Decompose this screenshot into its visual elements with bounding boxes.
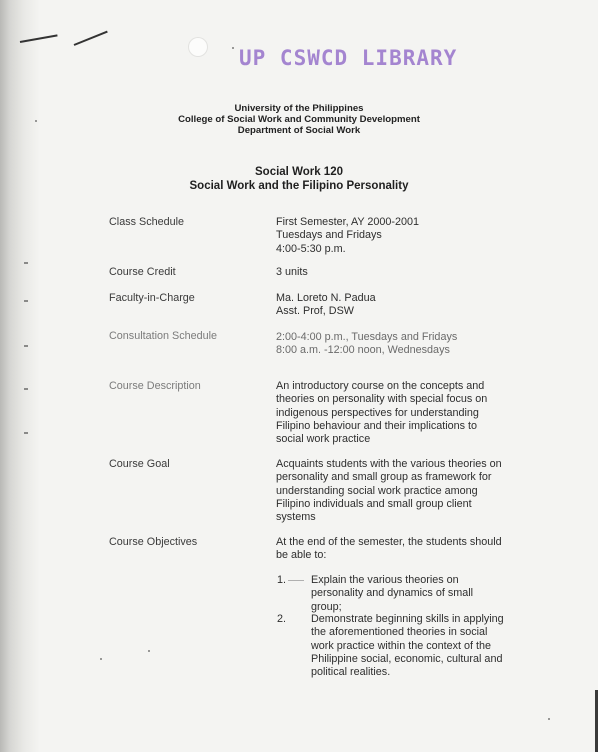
- text-line: Explain the various theories on: [311, 574, 459, 586]
- text-line: Demonstrate beginning skills in applying: [311, 613, 504, 625]
- text-line: theories on personality with special focus on: [276, 393, 488, 406]
- text-line: An introductory course on the concepts and: [276, 380, 485, 392]
- pen-stroke: [74, 31, 108, 46]
- text-line: group;: [311, 600, 342, 613]
- course-description-value: [276, 380, 518, 446]
- text-line: indigenous perspectives for understanding: [276, 406, 479, 419]
- course-credit-label: Course Credit: [109, 266, 176, 278]
- course-description-label: Course Description: [109, 380, 201, 392]
- text-line: Asst. Prof, DSW: [276, 305, 354, 318]
- course-credit-value: 3 units: [276, 266, 308, 278]
- scan-speck: [100, 658, 102, 660]
- text-line: First Semester, AY 2000-2001: [276, 216, 420, 228]
- header-university: University of the Philippines: [234, 103, 364, 114]
- text-line: Filipino individuals and small group client: [276, 497, 472, 510]
- course-objectives-label: Course Objectives: [109, 536, 198, 548]
- binding-mark: [24, 345, 28, 347]
- faculty-label: Faculty-in-Charge: [109, 292, 195, 304]
- text-line: personality and dynamics of small: [311, 587, 474, 600]
- consultation-label: Consultation Schedule: [109, 330, 218, 342]
- text-line: 8:00 a.m. -12:00 noon, Wednesdays: [276, 344, 450, 357]
- scan-speck: [548, 718, 550, 720]
- binding-mark: [24, 388, 28, 390]
- text-line: social work practice: [276, 433, 371, 446]
- text-line: Tuesdays and Fridays: [276, 229, 382, 242]
- text-line: Acquaints students with the various theories on: [276, 458, 502, 470]
- text-line: 4:00-5:30 p.m.: [276, 242, 346, 255]
- course-code: Social Work 120: [255, 166, 343, 178]
- class-schedule-label: Class Schedule: [109, 216, 185, 228]
- text-line: At the end of the semester, the students should: [276, 536, 502, 548]
- binding-mark: [24, 300, 28, 302]
- header-college: College of Social Work and Community Development: [178, 114, 420, 125]
- text-line: systems: [276, 511, 316, 524]
- faculty-value: [276, 292, 518, 319]
- scan-speck: [232, 47, 234, 49]
- text-line: Filipino behaviour and their implications to: [276, 419, 478, 432]
- course-goal-label: Course Goal: [109, 458, 170, 470]
- punch-hole: [189, 38, 207, 56]
- text-line: personality and small group as framework for: [276, 471, 492, 484]
- text-line: understanding social work practice among: [276, 484, 478, 497]
- header-department: Department of Social Work: [237, 125, 361, 136]
- scan-dash: [288, 580, 304, 581]
- course-title: Social Work and the Filipino Personality: [189, 180, 409, 192]
- text-line: work practice within the context of the: [311, 639, 492, 652]
- text-line: 2:00-4:00 p.m., Tuesdays and Fridays: [276, 331, 458, 343]
- objective-item: [311, 613, 516, 679]
- objective-number: 1.: [277, 574, 287, 586]
- text-line: Philippine social, economic, cultural and: [311, 652, 503, 665]
- objective-item: [311, 574, 516, 614]
- course-goal-value: [276, 458, 518, 524]
- binding-mark: [24, 262, 28, 264]
- consultation-value: [276, 331, 518, 358]
- scan-speck: [148, 650, 150, 652]
- text-line: be able to:: [276, 549, 327, 562]
- binding-mark: [24, 432, 28, 434]
- course-objectives-intro: [276, 536, 518, 563]
- class-schedule-value: [276, 216, 518, 256]
- text-line: Ma. Loreto N. Padua: [276, 292, 376, 304]
- text-line: the aforementioned theories in social: [311, 626, 488, 639]
- objective-number: 2.: [277, 613, 287, 625]
- text-line: political realities.: [311, 666, 391, 679]
- library-stamp: UP CSWCD LIBRARY: [239, 46, 458, 70]
